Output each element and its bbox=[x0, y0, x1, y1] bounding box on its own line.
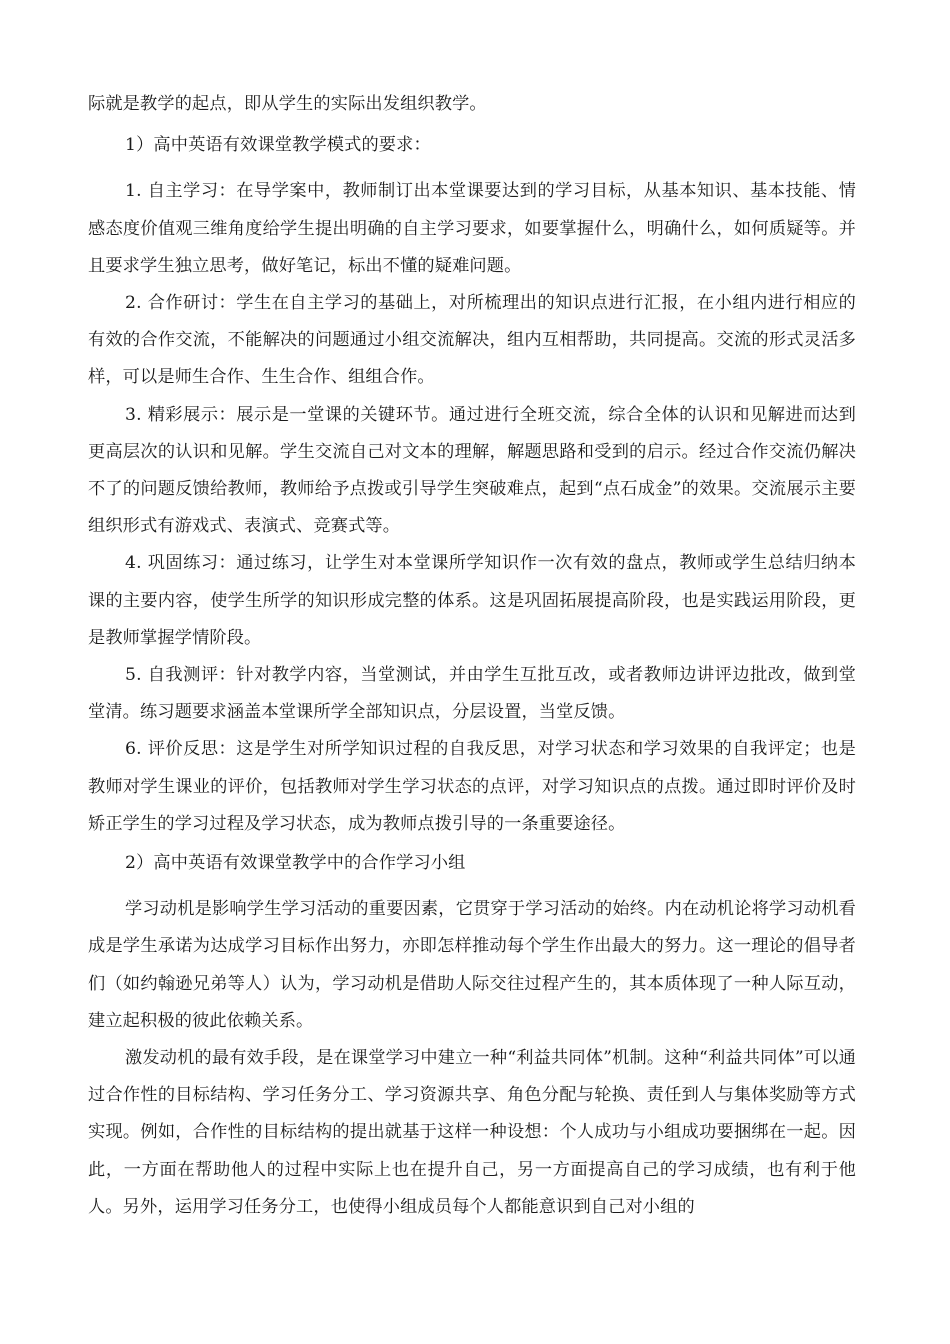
list-item-3: 3. 精彩展示：展示是一堂课的关键环节。通过进行全班交流，综合全体的认识和见解进而达到更高层次的认识和见解。学生交流自己对文本的理解，解题思路和受到的启示。经过合作交流仍解决不了的问题反馈给教师，教师给予点拨或引导学生突破难点，起到“点石成金”的效果。交流展示主要组织形式有游戏式、表演式、竞赛式等。 bbox=[88, 404, 856, 537]
list-item-6: 6. 评价反思：这是学生对所学知识过程的自我反思，对学习状态和学习效果的自我评定；也是教师对学生课业的评价，包括教师对学生学习状态的点评，对学习知识点的点拨。通过即时评价及时矫正学生的学习过程及学习状态，成为教师点拨引导的一条重要途径。 bbox=[88, 739, 856, 834]
list-item-2: 2. 合作研讨：学生在自主学习的基础上，对所梳理出的知识点进行汇报，在小组内进行相应的有效的合作交流，不能解决的问题通过小组交流解决，组内互相帮助，共同提高。交流的形式灵活多样，可以是师生合作、生生合作、组组合作。 bbox=[88, 293, 856, 388]
list-item-4: 4. 巩固练习：通过练习，让学生对本堂课所学知识作一次有效的盘点，教师或学生总结归纳本课的主要内容，使学生所学的知识形成完整的体系。这是巩固拓展提高阶段，也是实践运用阶段，更是教师掌握学情阶段。 bbox=[88, 553, 856, 648]
body-paragraph-1: 学习动机是影响学生学习活动的重要因素，它贯穿于学习活动的始终。内在动机论将学习动机看成是学生承诺为达成学习目标作出努力，亦即怎样推动每个学生作出最大的努力。这一理论的倡导者们（如约翰逊兄弟等人）认为，学习动机是借助人际交往过程产生的，其本质体现了一种人际互动，建立起积极的彼此依赖关系。 bbox=[88, 899, 856, 1031]
list-item-1: 1. 自主学习：在导学案中，教师制订出本堂课要达到的学习目标，从基本知识、基本技能、情感态度价值观三维角度给学生提出明确的自主学习要求，如要掌握什么，明确什么，如何质疑等。并且要求学生独立思考，做好笔记，标出不懂的疑难问题。 bbox=[88, 181, 856, 276]
body-paragraph-2: 激发动机的最有效手段，是在课堂学习中建立一种“利益共同体”机制。这种“利益共同体”可以通过合作性的目标结构、学习任务分工、学习资源共享、角色分配与轮换、责任到人与集体奖励等方式实现。例如，合作性的目标结构的提出就基于这样一种设想：个人成功与小组成功要捆绑在一起。因此，一方面在帮助他人的过程中实际上也在提升自己，另一方面提高自己的学习成绩，也有利于他人。另外，运用学习任务分工，也使得小组成员每个人都能意识到自己对小组的 bbox=[88, 1048, 856, 1217]
list-item-5: 5. 自我测评：针对教学内容，当堂测试，并由学生互批互改，或者教师边讲评边批改，做到堂堂清。练习题要求涵盖本堂课所学全部知识点，分层设置，当堂反馈。 bbox=[88, 665, 856, 723]
section-heading-1: 1）高中英语有效课堂教学模式的要求： bbox=[125, 135, 431, 156]
paragraph-continuation: 际就是教学的起点，即从学生的实际出发组织教学。 bbox=[88, 94, 487, 114]
section-heading-2: 2）高中英语有效课堂教学中的合作学习小组 bbox=[125, 853, 466, 874]
